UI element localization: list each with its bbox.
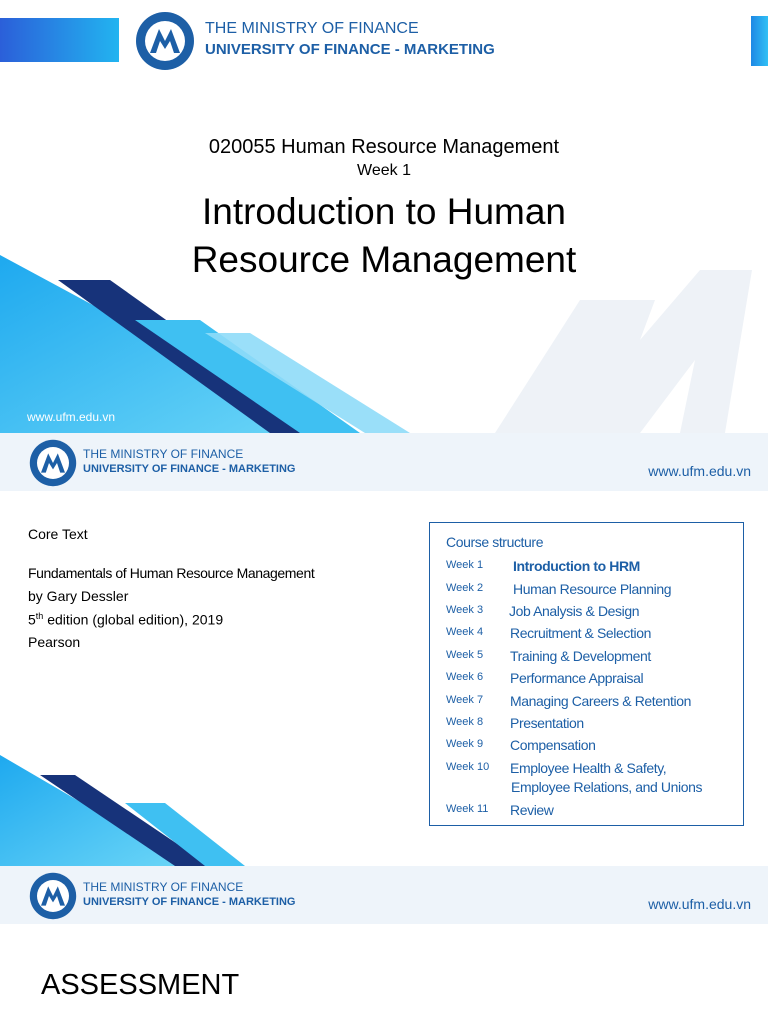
slide-title-heading: [0, 188, 768, 284]
course-structure-box: [429, 522, 744, 826]
week-topic: Review: [510, 802, 554, 818]
week-number: Week 2: [446, 582, 484, 594]
week-topic: Job Analysis & Design: [509, 603, 640, 619]
website-url: www.ufm.edu.vn: [27, 410, 116, 424]
ufm-logo-icon: [29, 439, 77, 487]
website-url: www.ufm.edu.vn: [648, 896, 751, 912]
week-number: Week 11: [446, 803, 489, 815]
ministry-label: THE MINISTRY OF FINANCE: [83, 880, 244, 894]
week-topic: Presentation: [510, 715, 584, 731]
edition-suffix: th: [35, 611, 44, 621]
book-publisher: Pearson: [28, 634, 81, 650]
week-topic: Performance Appraisal: [510, 670, 644, 686]
course-code-title: 020055 Human Resource Management: [208, 136, 560, 158]
slide-title: [0, 0, 768, 433]
week-number: Week 8: [446, 716, 484, 728]
book-edition: [28, 611, 223, 628]
week-topic: Employee Health & Safety,: [510, 760, 667, 776]
week-number: Week 4: [446, 626, 484, 638]
book-title: Fundamentals of Human Resource Management: [28, 565, 315, 581]
watermark-m-icon: [495, 270, 752, 433]
week-topic: Introduction to HRM: [513, 558, 640, 574]
week-topic: Recruitment & Selection: [510, 625, 651, 641]
edition-number: 5: [28, 611, 36, 628]
title-line-2: Resource Management: [191, 239, 577, 280]
core-text-label: Core Text: [28, 526, 88, 542]
university-label: UNIVERSITY OF FINANCE - MARKETING: [205, 41, 495, 58]
week-number: Week 6: [446, 671, 484, 683]
book-author: by Gary Dessler: [28, 588, 129, 604]
week-topic: Managing Careers & Retention: [510, 693, 692, 709]
week-label: Week 1: [357, 162, 411, 179]
assessment-heading: ASSESSMENT: [41, 969, 240, 1001]
ministry-label: THE MINISTRY OF FINANCE: [205, 20, 419, 37]
week-number: Week 3: [446, 604, 484, 616]
ufm-logo-icon: [135, 11, 195, 71]
week-topic: Human Resource Planning: [513, 581, 672, 597]
edition-detail: edition (global edition), 2019: [43, 611, 224, 628]
university-label: UNIVERSITY OF FINANCE - MARKETING: [83, 463, 296, 475]
week-topic: Training & Development: [510, 648, 651, 664]
week-number: Week 10: [446, 761, 490, 773]
header-band: [0, 866, 768, 924]
slide-core-text: [0, 433, 768, 866]
title-line-1: Introduction to Human: [201, 191, 567, 232]
week-number: Week 1: [446, 559, 484, 571]
top-accent-bar: [0, 18, 119, 62]
slide-assessment: [0, 866, 768, 1024]
ministry-label: THE MINISTRY OF FINANCE: [83, 447, 244, 461]
week-number: Week 7: [446, 694, 484, 706]
website-url: www.ufm.edu.vn: [648, 463, 751, 479]
week-number: Week 9: [446, 738, 484, 750]
top-accent-bar-right: [751, 16, 768, 66]
week-number: Week 5: [446, 649, 484, 661]
week-topic-continued: Employee Relations, and Unions: [511, 779, 703, 795]
week-topic: Compensation: [510, 737, 596, 753]
university-label: UNIVERSITY OF FINANCE - MARKETING: [83, 896, 296, 908]
header-band: [0, 433, 768, 491]
course-structure-heading: Course structure: [446, 534, 544, 550]
ufm-logo-icon: [29, 872, 77, 920]
